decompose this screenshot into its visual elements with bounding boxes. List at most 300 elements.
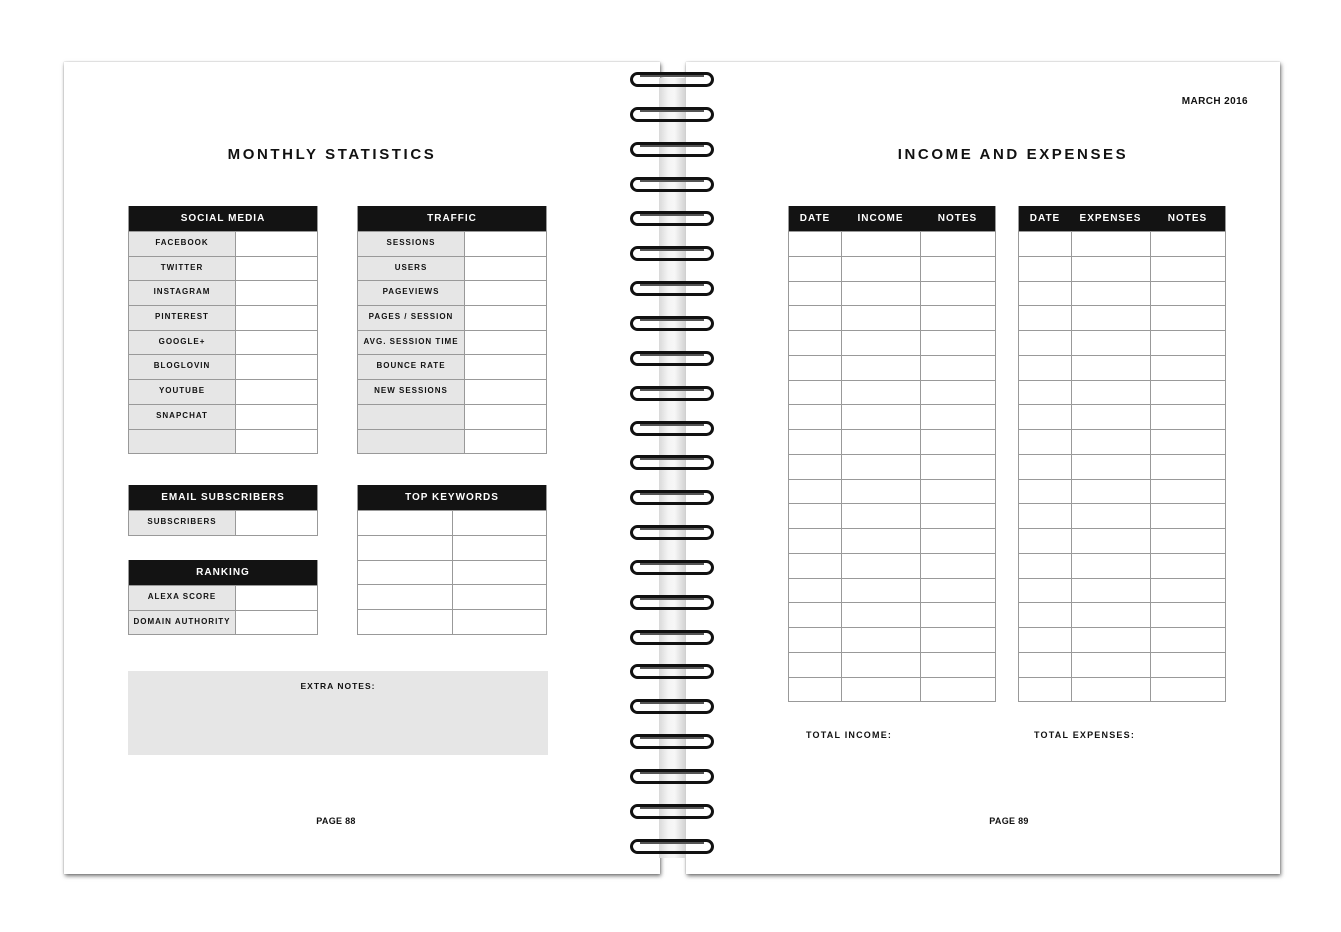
ledger-cell[interactable] — [1150, 480, 1225, 504]
ledger-cell[interactable] — [920, 232, 995, 256]
ledger-cell[interactable] — [841, 356, 920, 380]
ring-wire — [640, 737, 704, 739]
ledger-cell[interactable] — [920, 529, 995, 553]
row-label: SESSIONS — [358, 232, 465, 256]
binding-ring — [630, 523, 714, 543]
ledger-cell[interactable] — [920, 480, 995, 504]
ledger-cell[interactable] — [1150, 455, 1225, 479]
top-keywords-header: TOP KEYWORDS — [358, 485, 546, 510]
ledger-cell[interactable] — [1150, 554, 1225, 578]
ledger-cell[interactable] — [920, 306, 995, 330]
ledger-cell[interactable] — [1071, 282, 1150, 306]
ledger-cell[interactable] — [920, 653, 995, 677]
ledger-cell[interactable] — [1019, 306, 1071, 330]
extra-notes-label: EXTRA NOTES: — [300, 681, 376, 691]
value-cell[interactable] — [236, 511, 317, 535]
binding-ring — [630, 140, 714, 160]
table-row — [789, 429, 995, 454]
ledger-cell[interactable] — [1019, 579, 1071, 603]
ledger-cell[interactable] — [789, 455, 841, 479]
ledger-cell[interactable] — [841, 232, 920, 256]
ledger-cell[interactable] — [1071, 504, 1150, 528]
table-row — [129, 610, 317, 635]
row-label — [358, 430, 465, 454]
ledger-cell[interactable] — [789, 381, 841, 405]
ledger-cell[interactable] — [841, 455, 920, 479]
ledger-cell[interactable] — [789, 653, 841, 677]
table-row — [789, 231, 995, 256]
table-row — [358, 609, 546, 634]
ring-wire — [640, 807, 704, 809]
ledger-cell[interactable] — [789, 480, 841, 504]
value-cell[interactable] — [465, 331, 546, 355]
extra-notes-area[interactable] — [128, 671, 548, 755]
ledger-cell[interactable] — [841, 678, 920, 702]
value-cell[interactable] — [236, 281, 317, 305]
binding-ring — [630, 802, 714, 822]
income-table — [788, 206, 996, 702]
binding-ring — [630, 209, 714, 229]
ledger-cell[interactable] — [1019, 480, 1071, 504]
row-label: SUBSCRIBERS — [129, 511, 236, 535]
ring-wire — [640, 702, 704, 704]
ledger-cell[interactable] — [1150, 678, 1225, 702]
ledger-cell[interactable] — [920, 579, 995, 603]
ledger-cell[interactable] — [920, 430, 995, 454]
ledger-cell[interactable] — [1150, 331, 1225, 355]
ledger-cell[interactable] — [841, 480, 920, 504]
ledger-cell[interactable] — [1071, 257, 1150, 281]
ledger-cell[interactable] — [1150, 405, 1225, 429]
table-row — [129, 305, 317, 330]
keyword-cell[interactable] — [358, 585, 452, 609]
ledger-cell[interactable] — [920, 356, 995, 380]
ranking-header: RANKING — [129, 560, 317, 585]
binding-ring — [630, 453, 714, 473]
ring-wire — [640, 528, 704, 530]
row-label: INSTAGRAM — [129, 281, 236, 305]
ledger-cell[interactable] — [1019, 356, 1071, 380]
left-page — [64, 62, 660, 874]
table-row — [1019, 553, 1225, 578]
ledger-cell[interactable] — [1071, 455, 1150, 479]
social-media-table — [128, 206, 318, 454]
row-label: YOUTUBE — [129, 380, 236, 404]
table-row — [358, 535, 546, 560]
table-row — [789, 677, 995, 702]
ledger-cell[interactable] — [1150, 430, 1225, 454]
value-cell[interactable] — [236, 586, 317, 610]
ledger-cell[interactable] — [1071, 480, 1150, 504]
ledger-cell[interactable] — [841, 529, 920, 553]
value-cell[interactable] — [236, 380, 317, 404]
table-row — [358, 560, 546, 585]
ring-wire — [640, 389, 704, 391]
table-row — [358, 256, 546, 281]
row-label: PAGEVIEWS — [358, 281, 465, 305]
table-row — [358, 305, 546, 330]
value-cell[interactable] — [236, 430, 317, 454]
ledger-cell[interactable] — [1150, 282, 1225, 306]
table-row — [1019, 355, 1225, 380]
ring-wire — [640, 493, 704, 495]
ledger-cell[interactable] — [789, 232, 841, 256]
value-cell[interactable] — [465, 257, 546, 281]
row-label: BOUNCE RATE — [358, 355, 465, 379]
col-notes: NOTES — [1167, 213, 1208, 224]
binding-ring — [630, 628, 714, 648]
ledger-cell[interactable] — [1019, 628, 1071, 652]
table-row — [1019, 231, 1225, 256]
right-page — [686, 62, 1280, 874]
row-label: PAGES / SESSION — [358, 306, 465, 330]
ledger-cell[interactable] — [1150, 504, 1225, 528]
binding-ring — [630, 558, 714, 578]
page-title: MONTHLY STATISTICS — [227, 146, 437, 163]
row-label: PINTEREST — [129, 306, 236, 330]
ledger-cell[interactable] — [1019, 554, 1071, 578]
ledger-cell[interactable] — [841, 282, 920, 306]
value-cell[interactable] — [465, 405, 546, 429]
ledger-cell[interactable] — [920, 331, 995, 355]
keyword-cell[interactable] — [452, 561, 547, 585]
table-row — [1019, 305, 1225, 330]
table-row — [358, 379, 546, 404]
table-row — [1019, 281, 1225, 306]
value-cell[interactable] — [465, 281, 546, 305]
row-label — [358, 405, 465, 429]
ledger-cell[interactable] — [1019, 405, 1071, 429]
ledger-cell[interactable] — [1071, 529, 1150, 553]
ring-wire — [640, 75, 704, 77]
binding-ring — [630, 314, 714, 334]
ledger-cell[interactable] — [789, 504, 841, 528]
ledger-cell[interactable] — [789, 554, 841, 578]
table-row — [1019, 429, 1225, 454]
row-label: SNAPCHAT — [129, 405, 236, 429]
table-row — [1019, 454, 1225, 479]
ledger-cell[interactable] — [1019, 331, 1071, 355]
col-notes: NOTES — [937, 213, 978, 224]
page-number: PAGE 89 — [989, 816, 1029, 826]
table-row — [789, 404, 995, 429]
ring-wire — [640, 424, 704, 426]
table-row — [789, 281, 995, 306]
ledger-cell[interactable] — [841, 653, 920, 677]
value-cell[interactable] — [236, 306, 317, 330]
keyword-cell[interactable] — [452, 511, 547, 535]
ledger-cell[interactable] — [841, 554, 920, 578]
ring-wire — [640, 563, 704, 565]
ring-wire — [640, 667, 704, 669]
ledger-cell[interactable] — [789, 282, 841, 306]
ledger-cell[interactable] — [1071, 430, 1150, 454]
value-cell[interactable] — [236, 257, 317, 281]
binding-ring — [630, 593, 714, 613]
table-row — [358, 510, 546, 535]
col-date: DATE — [799, 213, 831, 224]
table-row — [129, 280, 317, 305]
ring-wire — [640, 354, 704, 356]
keyword-cell[interactable] — [358, 561, 452, 585]
traffic-header: TRAFFIC — [358, 206, 546, 231]
ring-wire — [640, 145, 704, 147]
top-keywords-table — [357, 485, 547, 635]
ledger-cell[interactable] — [789, 678, 841, 702]
table-row — [129, 429, 317, 454]
income-table-header — [789, 206, 995, 231]
binding-ring — [630, 244, 714, 264]
table-row — [129, 354, 317, 379]
ledger-cell[interactable] — [841, 306, 920, 330]
row-label: AVG. SESSION TIME — [358, 331, 465, 355]
ledger-cell[interactable] — [1150, 529, 1225, 553]
row-label: DOMAIN AUTHORITY — [129, 611, 236, 635]
ledger-cell[interactable] — [1071, 405, 1150, 429]
ledger-cell[interactable] — [920, 381, 995, 405]
value-cell[interactable] — [236, 611, 317, 635]
table-row — [358, 354, 546, 379]
binding-ring — [630, 732, 714, 752]
ring-wire — [640, 458, 704, 460]
expenses-table — [1018, 206, 1226, 702]
ledger-cell[interactable] — [841, 257, 920, 281]
ledger-cell[interactable] — [1071, 554, 1150, 578]
month-label: MARCH 2016 — [1181, 96, 1248, 107]
table-row — [789, 602, 995, 627]
table-row — [1019, 627, 1225, 652]
ledger-cell[interactable] — [789, 579, 841, 603]
keyword-cell[interactable] — [452, 536, 547, 560]
table-row — [789, 454, 995, 479]
table-row — [129, 256, 317, 281]
spiral-binding — [626, 70, 718, 860]
ring-wire — [640, 633, 704, 635]
ledger-cell[interactable] — [789, 603, 841, 627]
ledger-cell[interactable] — [1019, 678, 1071, 702]
table-row — [129, 330, 317, 355]
keyword-cell[interactable] — [358, 536, 452, 560]
expenses-table-header — [1019, 206, 1225, 231]
ledger-cell[interactable] — [789, 628, 841, 652]
ring-wire — [640, 284, 704, 286]
table-row — [789, 578, 995, 603]
ledger-cell[interactable] — [1019, 381, 1071, 405]
ledger-cell[interactable] — [1071, 678, 1150, 702]
table-row — [789, 553, 995, 578]
ledger-cell[interactable] — [1150, 579, 1225, 603]
table-row — [129, 510, 317, 535]
ring-wire — [640, 598, 704, 600]
keyword-cell[interactable] — [358, 610, 452, 634]
ledger-cell[interactable] — [1071, 628, 1150, 652]
table-row — [789, 503, 995, 528]
value-cell[interactable] — [465, 306, 546, 330]
ledger-cell[interactable] — [1071, 381, 1150, 405]
table-row — [1019, 479, 1225, 504]
ring-wire — [640, 214, 704, 216]
ledger-cell[interactable] — [789, 430, 841, 454]
ledger-cell[interactable] — [920, 603, 995, 627]
row-label: BLOGLOVIN — [129, 355, 236, 379]
ledger-cell[interactable] — [789, 529, 841, 553]
ledger-cell[interactable] — [1071, 579, 1150, 603]
binding-ring — [630, 662, 714, 682]
ledger-cell[interactable] — [1071, 232, 1150, 256]
col-date: DATE — [1029, 213, 1061, 224]
table-row — [1019, 404, 1225, 429]
ring-wire — [640, 249, 704, 251]
row-label: USERS — [358, 257, 465, 281]
binding-ring — [630, 419, 714, 439]
ledger-cell[interactable] — [789, 306, 841, 330]
value-cell[interactable] — [465, 355, 546, 379]
table-row — [129, 231, 317, 256]
social-media-header: SOCIAL MEDIA — [129, 206, 317, 231]
value-cell[interactable] — [236, 232, 317, 256]
table-row — [789, 380, 995, 405]
ledger-cell[interactable] — [789, 257, 841, 281]
ledger-cell[interactable] — [920, 504, 995, 528]
keyword-cell[interactable] — [452, 610, 547, 634]
table-row — [1019, 503, 1225, 528]
ledger-cell[interactable] — [841, 381, 920, 405]
table-row — [1019, 380, 1225, 405]
ledger-cell[interactable] — [920, 282, 995, 306]
ledger-cell[interactable] — [1150, 653, 1225, 677]
row-label: FACEBOOK — [129, 232, 236, 256]
value-cell[interactable] — [465, 232, 546, 256]
ring-wire — [640, 772, 704, 774]
row-label: ALEXA SCORE — [129, 586, 236, 610]
ledger-cell[interactable] — [841, 405, 920, 429]
keyword-cell[interactable] — [358, 511, 452, 535]
total-expenses-label: TOTAL EXPENSES: — [1034, 730, 1136, 740]
value-cell[interactable] — [236, 331, 317, 355]
table-row — [1019, 528, 1225, 553]
total-income-label: TOTAL INCOME: — [806, 730, 893, 740]
ledger-cell[interactable] — [789, 356, 841, 380]
table-row — [1019, 602, 1225, 627]
ledger-cell[interactable] — [789, 331, 841, 355]
ledger-cell[interactable] — [1150, 356, 1225, 380]
row-label: NEW SESSIONS — [358, 380, 465, 404]
table-row — [358, 584, 546, 609]
table-row — [129, 379, 317, 404]
table-row — [789, 256, 995, 281]
page-number: PAGE 88 — [316, 816, 356, 826]
value-cell[interactable] — [465, 380, 546, 404]
ledger-cell[interactable] — [1150, 603, 1225, 627]
ledger-cell[interactable] — [1071, 603, 1150, 627]
ledger-cell[interactable] — [920, 405, 995, 429]
table-row — [789, 652, 995, 677]
row-label: TWITTER — [129, 257, 236, 281]
ledger-cell[interactable] — [920, 628, 995, 652]
ledger-cell[interactable] — [1019, 504, 1071, 528]
ledger-cell[interactable] — [1019, 603, 1071, 627]
ledger-cell[interactable] — [841, 628, 920, 652]
binding-ring — [630, 70, 714, 90]
ledger-cell[interactable] — [1071, 306, 1150, 330]
table-row — [789, 305, 995, 330]
ledger-cell[interactable] — [1150, 381, 1225, 405]
table-row — [789, 528, 995, 553]
ledger-cell[interactable] — [1019, 529, 1071, 553]
table-row — [1019, 256, 1225, 281]
binding-ring — [630, 175, 714, 195]
page-title: INCOME AND EXPENSES — [897, 146, 1129, 163]
col-income: INCOME — [857, 213, 904, 224]
ledger-cell[interactable] — [1071, 331, 1150, 355]
ledger-cell[interactable] — [920, 455, 995, 479]
table-row — [358, 280, 546, 305]
ledger-cell[interactable] — [1019, 257, 1071, 281]
ledger-cell[interactable] — [920, 678, 995, 702]
binding-ring — [630, 767, 714, 787]
ledger-cell[interactable] — [1019, 282, 1071, 306]
ring-wire — [640, 180, 704, 182]
ledger-cell[interactable] — [1019, 232, 1071, 256]
ledger-cell[interactable] — [1019, 653, 1071, 677]
ledger-cell[interactable] — [1150, 628, 1225, 652]
binding-ring — [630, 279, 714, 299]
ledger-cell[interactable] — [1150, 257, 1225, 281]
traffic-table — [357, 206, 547, 454]
ledger-cell[interactable] — [1150, 232, 1225, 256]
email-subscribers-header: EMAIL SUBSCRIBERS — [129, 485, 317, 510]
ledger-cell[interactable] — [789, 405, 841, 429]
ledger-cell[interactable] — [841, 331, 920, 355]
email-subscribers-table — [128, 485, 318, 536]
ring-wire — [640, 319, 704, 321]
ring-wire — [640, 110, 704, 112]
ranking-table — [128, 560, 318, 635]
binding-ring — [630, 488, 714, 508]
ledger-cell[interactable] — [841, 430, 920, 454]
keyword-cell[interactable] — [452, 585, 547, 609]
ledger-cell[interactable] — [920, 257, 995, 281]
ledger-cell[interactable] — [1150, 306, 1225, 330]
binding-ring — [630, 384, 714, 404]
table-row — [789, 479, 995, 504]
ledger-cell[interactable] — [841, 504, 920, 528]
ledger-cell[interactable] — [1019, 430, 1071, 454]
table-row — [358, 231, 546, 256]
ledger-cell[interactable] — [841, 579, 920, 603]
ring-wire — [640, 842, 704, 844]
binding-ring — [630, 697, 714, 717]
table-row — [358, 429, 546, 454]
table-row — [789, 330, 995, 355]
ledger-cell[interactable] — [841, 603, 920, 627]
table-row — [358, 330, 546, 355]
value-cell[interactable] — [465, 430, 546, 454]
ledger-cell[interactable] — [920, 554, 995, 578]
binding-ring — [630, 105, 714, 125]
table-row — [1019, 652, 1225, 677]
ledger-cell[interactable] — [1019, 455, 1071, 479]
row-label: GOOGLE+ — [129, 331, 236, 355]
binding-ring — [630, 837, 714, 857]
value-cell[interactable] — [236, 405, 317, 429]
value-cell[interactable] — [236, 355, 317, 379]
ledger-cell[interactable] — [1071, 653, 1150, 677]
table-row — [1019, 330, 1225, 355]
ledger-cell[interactable] — [1071, 356, 1150, 380]
row-label — [129, 430, 236, 454]
table-row — [789, 627, 995, 652]
